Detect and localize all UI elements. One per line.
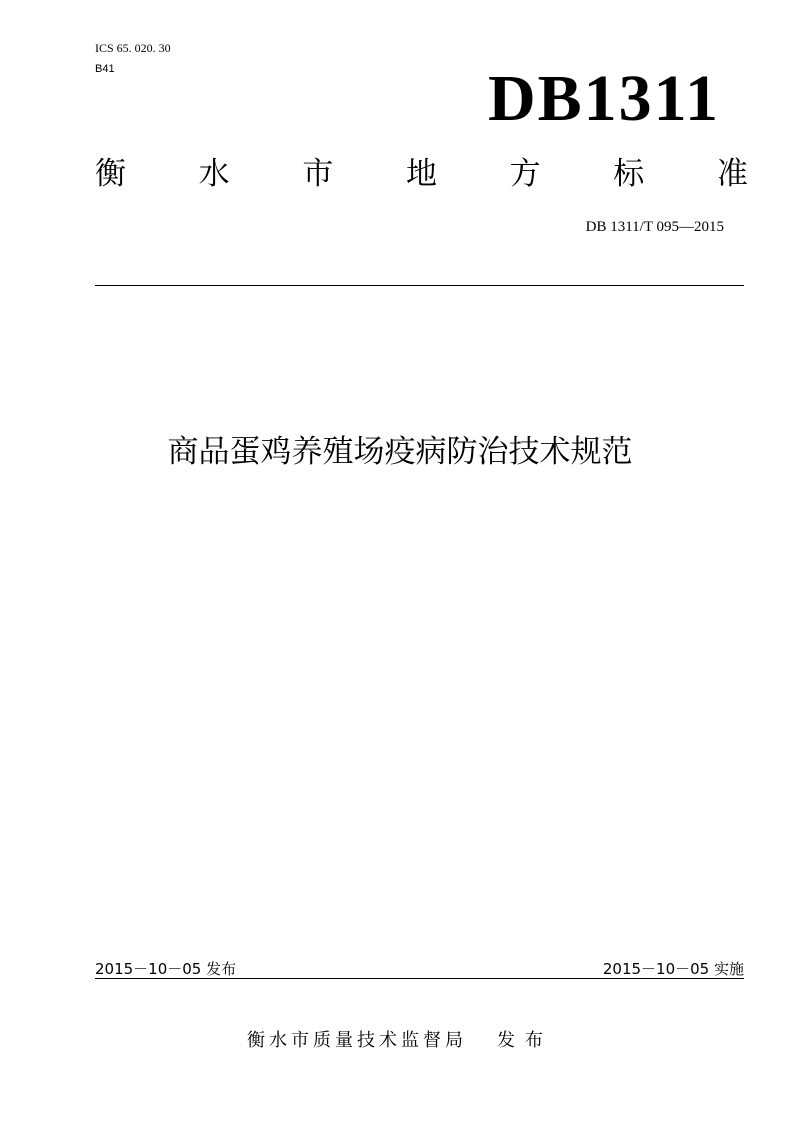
document-title: 商品蛋鸡养殖场疫病防治技术规范 <box>167 434 633 470</box>
issuer-name: 衡水市质量技术监督局 <box>247 1030 467 1051</box>
publish-date: 2015－10－05 发布 <box>95 960 237 978</box>
issuer-line <box>0 1029 800 1053</box>
implement-date: 2015－10－05 实施 <box>602 960 744 978</box>
issuer-action: 发布 <box>497 1030 553 1051</box>
standard-type-char: 地 <box>405 156 437 192</box>
standard-type-char: 标 <box>613 156 645 192</box>
db-code: DB1311 <box>487 62 720 135</box>
ics-code: ICS 65. 020. 30 <box>95 41 171 55</box>
ccs-code: B41 <box>95 63 115 75</box>
standard-type-char: 水 <box>198 156 230 192</box>
bottom-divider <box>95 978 744 979</box>
standard-type <box>95 155 748 193</box>
standard-type-char: 衡 <box>95 156 126 192</box>
standard-number: DB 1311/T 095—2015 <box>585 219 724 235</box>
standard-type-char: 市 <box>302 156 334 192</box>
standard-type-char: 方 <box>509 156 541 192</box>
standard-type-char: 准 <box>716 156 748 192</box>
top-divider <box>95 285 744 286</box>
